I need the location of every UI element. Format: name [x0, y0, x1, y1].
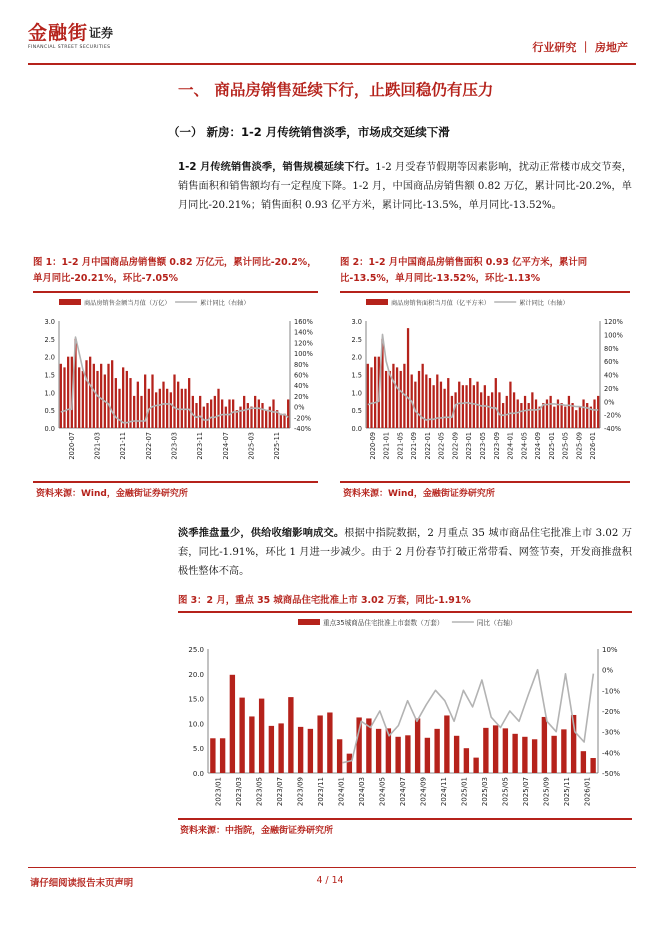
bar	[491, 392, 493, 428]
bar	[126, 371, 128, 428]
bar	[564, 407, 566, 428]
bar	[236, 410, 238, 428]
bar	[568, 396, 570, 428]
y-left-tick-label: 20.0	[188, 670, 204, 679]
page-header	[28, 22, 636, 62]
bar	[89, 357, 91, 428]
x-tick-label: 2023/01	[214, 777, 223, 807]
fig1-chart	[33, 295, 318, 480]
bar	[593, 399, 595, 428]
fig3-title: 图 3：2 月，重点 35 城商品住宅批准上市 3.02 万套，同比-1.91%	[178, 595, 471, 606]
fig3-top-rule	[178, 611, 632, 613]
y-right-tick-label: 20%	[294, 392, 309, 401]
bar	[93, 364, 95, 428]
x-tick-label: 2023-09	[492, 432, 501, 460]
bar	[269, 407, 271, 428]
y-right-tick-label: 60%	[604, 358, 619, 367]
bar	[465, 385, 467, 428]
header-divider	[28, 63, 636, 65]
paragraph-2-body: 根据中指院数据，2 月重点 35 城市商品住宅批准上市 3.02 万套，同比-1.91%，环比 1 月进一步减少。由于 2 月份春节打破正常带看、网签节奏，开发商推盘积极性整体不高。	[178, 528, 632, 577]
x-tick-label: 2024/01	[337, 777, 346, 807]
logo-cn: 金融街	[28, 22, 89, 44]
y-right-tick-label: -20%	[602, 708, 621, 716]
bar	[133, 396, 135, 428]
bar	[389, 371, 391, 428]
paragraph-2	[178, 524, 632, 581]
x-tick-label: 2024/09	[419, 777, 428, 807]
x-tick-label: 2020-09	[368, 432, 377, 460]
x-tick-label: 2025/01	[460, 777, 469, 807]
x-tick-label: 2026/01	[583, 777, 592, 807]
fig3-bottom-rule	[178, 818, 632, 820]
fig2-top-rule	[340, 291, 630, 293]
bar	[170, 392, 172, 428]
bar	[239, 407, 241, 428]
x-tick-label: 2025/03	[481, 777, 490, 807]
bar	[129, 378, 131, 428]
bar	[597, 396, 599, 428]
bar	[503, 728, 508, 773]
y-right-tick-label: 40%	[604, 371, 619, 380]
bar	[512, 734, 517, 773]
y-right-tick-label: 120%	[604, 318, 623, 326]
bar	[581, 751, 586, 773]
logo-cn2: 证券	[89, 26, 114, 40]
bar	[374, 357, 376, 428]
y-left-tick-label: 10.0	[188, 720, 204, 729]
y-left-tick-label: 25.0	[188, 646, 204, 654]
bar	[63, 367, 65, 428]
x-tick-label: 2025/11	[563, 777, 572, 807]
bar	[60, 364, 62, 428]
bar	[582, 399, 584, 428]
bar	[280, 414, 282, 428]
y-left-tick-label: 0.0	[351, 425, 362, 433]
bar	[232, 399, 234, 428]
bar	[337, 739, 342, 773]
bar	[524, 396, 526, 428]
x-tick-label: 2022-07	[144, 432, 153, 460]
y-left-tick-label: 0.0	[44, 425, 55, 433]
y-left-tick-label: 3.0	[44, 318, 55, 326]
y-right-tick-label: -30%	[602, 728, 621, 737]
bar	[370, 367, 372, 428]
bar	[495, 378, 497, 428]
x-tick-label: 2023-11	[196, 432, 205, 460]
y-right-tick-label: 80%	[604, 344, 619, 353]
bar	[553, 407, 555, 428]
bar	[230, 675, 235, 773]
bar	[220, 738, 225, 773]
fig3-source: 资料来源：中指院，金融街证券研究所	[180, 826, 334, 836]
y-right-tick-label: 10%	[602, 646, 618, 654]
x-tick-label: 2021-11	[119, 432, 128, 460]
bar	[249, 716, 254, 773]
bar	[513, 392, 515, 428]
bar	[265, 410, 267, 428]
chart-legend	[366, 299, 569, 307]
bar	[82, 371, 84, 428]
bar	[67, 357, 69, 428]
fig1-top-rule	[33, 291, 318, 293]
bar	[217, 389, 219, 428]
y-right-tick-label: 140%	[294, 328, 313, 337]
bar	[288, 697, 293, 773]
bar	[140, 396, 142, 428]
y-left-tick-label: 2.5	[44, 335, 55, 344]
bar	[506, 396, 508, 428]
x-tick-label: 2024/05	[378, 777, 387, 807]
x-tick-label: 2024/07	[399, 777, 407, 807]
y-right-tick-label: 80%	[294, 360, 309, 369]
bar	[210, 399, 212, 428]
chart-svg-3	[178, 615, 632, 817]
x-tick-label: 2022-05	[437, 432, 446, 460]
bar	[272, 399, 274, 428]
bar	[551, 736, 556, 773]
bar	[528, 403, 530, 428]
bar	[586, 403, 588, 428]
bar	[395, 737, 400, 773]
bar	[155, 392, 157, 428]
bar	[221, 399, 223, 428]
bar	[473, 758, 478, 773]
bar	[532, 739, 537, 773]
fig1-bottom-rule	[33, 481, 318, 483]
y-left-tick-label: 2.5	[351, 335, 362, 344]
bar	[210, 738, 215, 773]
x-tick-label: 2023-05	[479, 432, 487, 460]
bar	[509, 382, 511, 428]
bar	[356, 717, 361, 773]
bar	[269, 726, 274, 773]
y-left-tick-label: 15.0	[188, 695, 204, 704]
bar	[444, 715, 449, 773]
bar	[400, 371, 402, 428]
bar	[278, 723, 283, 773]
bar	[181, 389, 183, 428]
y-right-tick-label: 20%	[604, 384, 619, 393]
bar	[111, 360, 113, 428]
bar	[464, 748, 469, 773]
x-tick-label: 2021-01	[382, 432, 391, 460]
fig2-bottom-rule	[340, 481, 630, 483]
x-tick-label: 2026-01	[589, 432, 598, 460]
y-right-tick-label: 40%	[294, 382, 309, 391]
bar	[122, 367, 124, 428]
y-left-tick-label: 2.0	[44, 353, 55, 362]
y-left-tick-label: 1.5	[351, 371, 362, 380]
x-tick-label: 2024-09	[534, 432, 543, 460]
paragraph-2-lead: 淡季推盘量少，供给收缩影响成交。	[178, 528, 345, 539]
paragraph-1-body: 1-2 月受春节假期等因素影响，扰动正常楼市成交节奏，销售面积和销售额均有一定程度下降。1-2 月，中国商品房销售额 0.82 万亿，累计同比-20.2%，单月同比-20.21%；销售面积 0.93 亿平方米，累计同比-13.5%，单月同比-13.52%。	[178, 162, 632, 211]
y-left-tick-label: 1.0	[44, 389, 55, 398]
bar	[225, 407, 227, 428]
bar	[115, 378, 117, 428]
x-tick-label: 2021-09	[410, 432, 419, 460]
bar	[561, 729, 566, 773]
bar	[473, 385, 475, 428]
chart-legend	[298, 618, 516, 627]
legend-bar-swatch	[59, 299, 81, 305]
bar	[177, 382, 179, 428]
y-right-tick-label: 0%	[604, 398, 615, 407]
bar	[560, 403, 562, 428]
bar	[250, 407, 252, 428]
x-tick-label: 2023-01	[465, 432, 474, 460]
legend-bar-label: 商品房销售金额当月值（万亿）	[84, 300, 171, 307]
bar	[96, 371, 98, 428]
y-left-tick-label: 0.0	[192, 770, 204, 778]
bar	[159, 389, 161, 428]
bar	[203, 407, 205, 428]
x-tick-label: 2025/09	[542, 777, 551, 807]
x-tick-label: 2023/03	[234, 777, 243, 807]
footer-disclaimer: 请仔细阅读报告末页声明	[30, 878, 134, 889]
y-left-tick-label: 1.0	[351, 389, 362, 398]
bar	[195, 403, 197, 428]
bar	[100, 364, 102, 428]
bar	[542, 717, 547, 773]
fig3-chart	[178, 615, 632, 817]
bar	[392, 364, 394, 428]
bar	[425, 738, 430, 773]
bar	[433, 385, 435, 428]
bar	[443, 389, 445, 428]
report-category: 行业研究 ｜ 房地产	[532, 41, 628, 54]
bar	[396, 367, 398, 428]
y-right-tick-label: -10%	[602, 687, 621, 696]
bar	[118, 389, 120, 428]
legend-bar-swatch	[298, 619, 320, 625]
legend-line-label: 同比（右轴）	[476, 619, 517, 627]
bar	[184, 389, 186, 428]
x-tick-label: 2022-01	[423, 432, 432, 460]
y-right-tick-label: -20%	[294, 414, 312, 423]
y-left-tick-label: 0.5	[44, 407, 55, 416]
x-tick-label: 2025-09	[575, 432, 584, 460]
y-right-tick-label: 100%	[294, 350, 313, 359]
x-tick-label: 2023/09	[296, 777, 305, 807]
bar	[498, 392, 500, 428]
legend-bar-label: 重点35城商品住宅批准上市套数（万套）	[323, 619, 444, 627]
bar	[414, 382, 416, 428]
y-right-tick-label: 100%	[604, 331, 623, 340]
y-left-tick-label: 5.0	[192, 745, 204, 754]
fig1-title: 图 1：1-2 月中国商品房销售额 0.82 万亿元，累计同比-20.2%，单月同比-20.21%，环比-7.05%	[33, 257, 317, 284]
y-right-tick-label: -40%	[602, 749, 621, 758]
bar	[590, 758, 595, 773]
bar	[254, 396, 256, 428]
company-logo	[28, 22, 113, 44]
bar	[454, 736, 459, 773]
chart-svg-2	[340, 295, 630, 480]
legend-line-label: 累计同比（右轴）	[519, 300, 569, 307]
x-tick-label: 2025-01	[547, 432, 556, 460]
bar	[493, 725, 498, 773]
y-right-tick-label: 60%	[294, 371, 309, 380]
chart-legend	[59, 299, 250, 307]
bar	[575, 410, 577, 428]
bar	[298, 727, 303, 773]
bar	[166, 389, 168, 428]
bar	[107, 364, 109, 428]
y-right-tick-label: 0%	[602, 666, 614, 675]
bar	[367, 364, 369, 428]
section-title: 一、 商品房销售延续下行，止跌回稳仍有压力	[178, 81, 494, 99]
footer-divider	[28, 867, 636, 868]
bar	[78, 367, 80, 428]
y-right-tick-label: -40%	[604, 425, 622, 433]
y-right-tick-label: 120%	[294, 339, 313, 348]
bar	[239, 698, 244, 773]
bar	[173, 375, 175, 429]
x-tick-label: 2023/07	[275, 777, 284, 807]
bar	[151, 375, 153, 429]
y-left-tick-label: 1.5	[44, 371, 55, 380]
x-tick-label: 2021-03	[93, 432, 102, 460]
y-left-tick-label: 2.0	[351, 353, 362, 362]
x-tick-label: 2024/03	[357, 777, 366, 807]
paragraph-1-lead: 1-2 月传统销售淡季，销售规模延续下行。	[178, 162, 376, 173]
legend-bar-swatch	[366, 299, 388, 305]
x-tick-label: 2025-03	[247, 432, 256, 460]
bar	[214, 396, 216, 428]
bar	[483, 728, 488, 773]
bar	[407, 328, 409, 428]
bar	[243, 396, 245, 428]
x-tick-label: 2024/11	[440, 777, 449, 807]
bar	[447, 378, 449, 428]
x-tick-label: 2024-05	[520, 432, 529, 460]
bar	[434, 729, 439, 773]
legend-bar-label: 商品房销售面积当月值（亿平方米）	[391, 300, 490, 307]
bar	[206, 403, 208, 428]
bar	[258, 399, 260, 428]
subsection-title: （一） 新房：1-2 月传统销售淡季，市场成交延续下滑	[168, 125, 450, 139]
bar	[429, 378, 431, 428]
x-tick-label: 2022-09	[451, 432, 460, 460]
bar	[415, 718, 420, 773]
y-right-tick-label: -20%	[604, 411, 622, 420]
x-tick-label: 2025-11	[273, 432, 282, 460]
x-tick-label: 2023/11	[316, 777, 325, 807]
bar	[550, 396, 552, 428]
x-tick-label: 2025/05	[501, 777, 510, 807]
y-right-tick-label: -50%	[602, 770, 621, 778]
bar	[522, 737, 527, 773]
fig2-title: 图 2：1-2 月中国商品房销售面积 0.93 亿平方米，累计同比-13.5%，单月同比-13.52%，环比-1.13%	[340, 257, 588, 284]
bar	[436, 375, 438, 429]
bar	[385, 371, 387, 428]
y-right-tick-label: 0%	[294, 403, 305, 412]
x-tick-label: 2021-05	[396, 432, 405, 460]
chart-svg-1	[33, 295, 318, 480]
page-number: 4 / 14	[316, 875, 344, 886]
y-right-tick-label: -40%	[294, 425, 312, 433]
bar	[376, 729, 381, 773]
bar	[535, 399, 537, 428]
bar	[405, 735, 410, 773]
bar	[517, 399, 519, 428]
x-tick-label: 2025-05	[561, 432, 570, 460]
fig2-chart	[340, 295, 630, 480]
bar	[487, 396, 489, 428]
x-tick-label: 2024-07	[221, 432, 230, 460]
x-tick-label: 2025/07	[522, 777, 531, 807]
bar	[287, 399, 289, 428]
paragraph-1	[178, 158, 632, 215]
bar	[261, 403, 263, 428]
logo-en: FINANCIAL STREET SECURITIES	[28, 45, 111, 50]
fig1-source: 资料来源：Wind，金融街证券研究所	[36, 489, 188, 499]
bar	[192, 396, 194, 428]
x-tick-label: 2020-07	[67, 432, 76, 460]
bar	[458, 382, 460, 428]
bar	[259, 699, 264, 773]
x-tick-label: 2023/05	[255, 777, 264, 807]
x-tick-label: 2024-01	[506, 432, 515, 460]
x-tick-label: 2023-03	[170, 432, 179, 460]
fig2-source: 资料来源：Wind，金融街证券研究所	[343, 489, 495, 499]
bar	[480, 392, 482, 428]
y-left-tick-label: 3.0	[351, 318, 362, 326]
legend-line-label: 累计同比（右轴）	[200, 300, 250, 307]
bar	[440, 382, 442, 428]
bar	[188, 378, 190, 428]
y-left-tick-label: 0.5	[351, 407, 362, 416]
bar	[199, 396, 201, 428]
y-right-tick-label: 160%	[294, 318, 313, 326]
bar	[327, 712, 332, 773]
bar	[317, 715, 322, 773]
bar	[520, 403, 522, 428]
bar	[247, 403, 249, 428]
bar	[347, 754, 352, 773]
bar	[418, 371, 420, 428]
yoy-line	[368, 334, 598, 420]
bar	[462, 385, 464, 428]
bar	[308, 729, 313, 773]
bar	[579, 407, 581, 428]
bar	[85, 360, 87, 428]
